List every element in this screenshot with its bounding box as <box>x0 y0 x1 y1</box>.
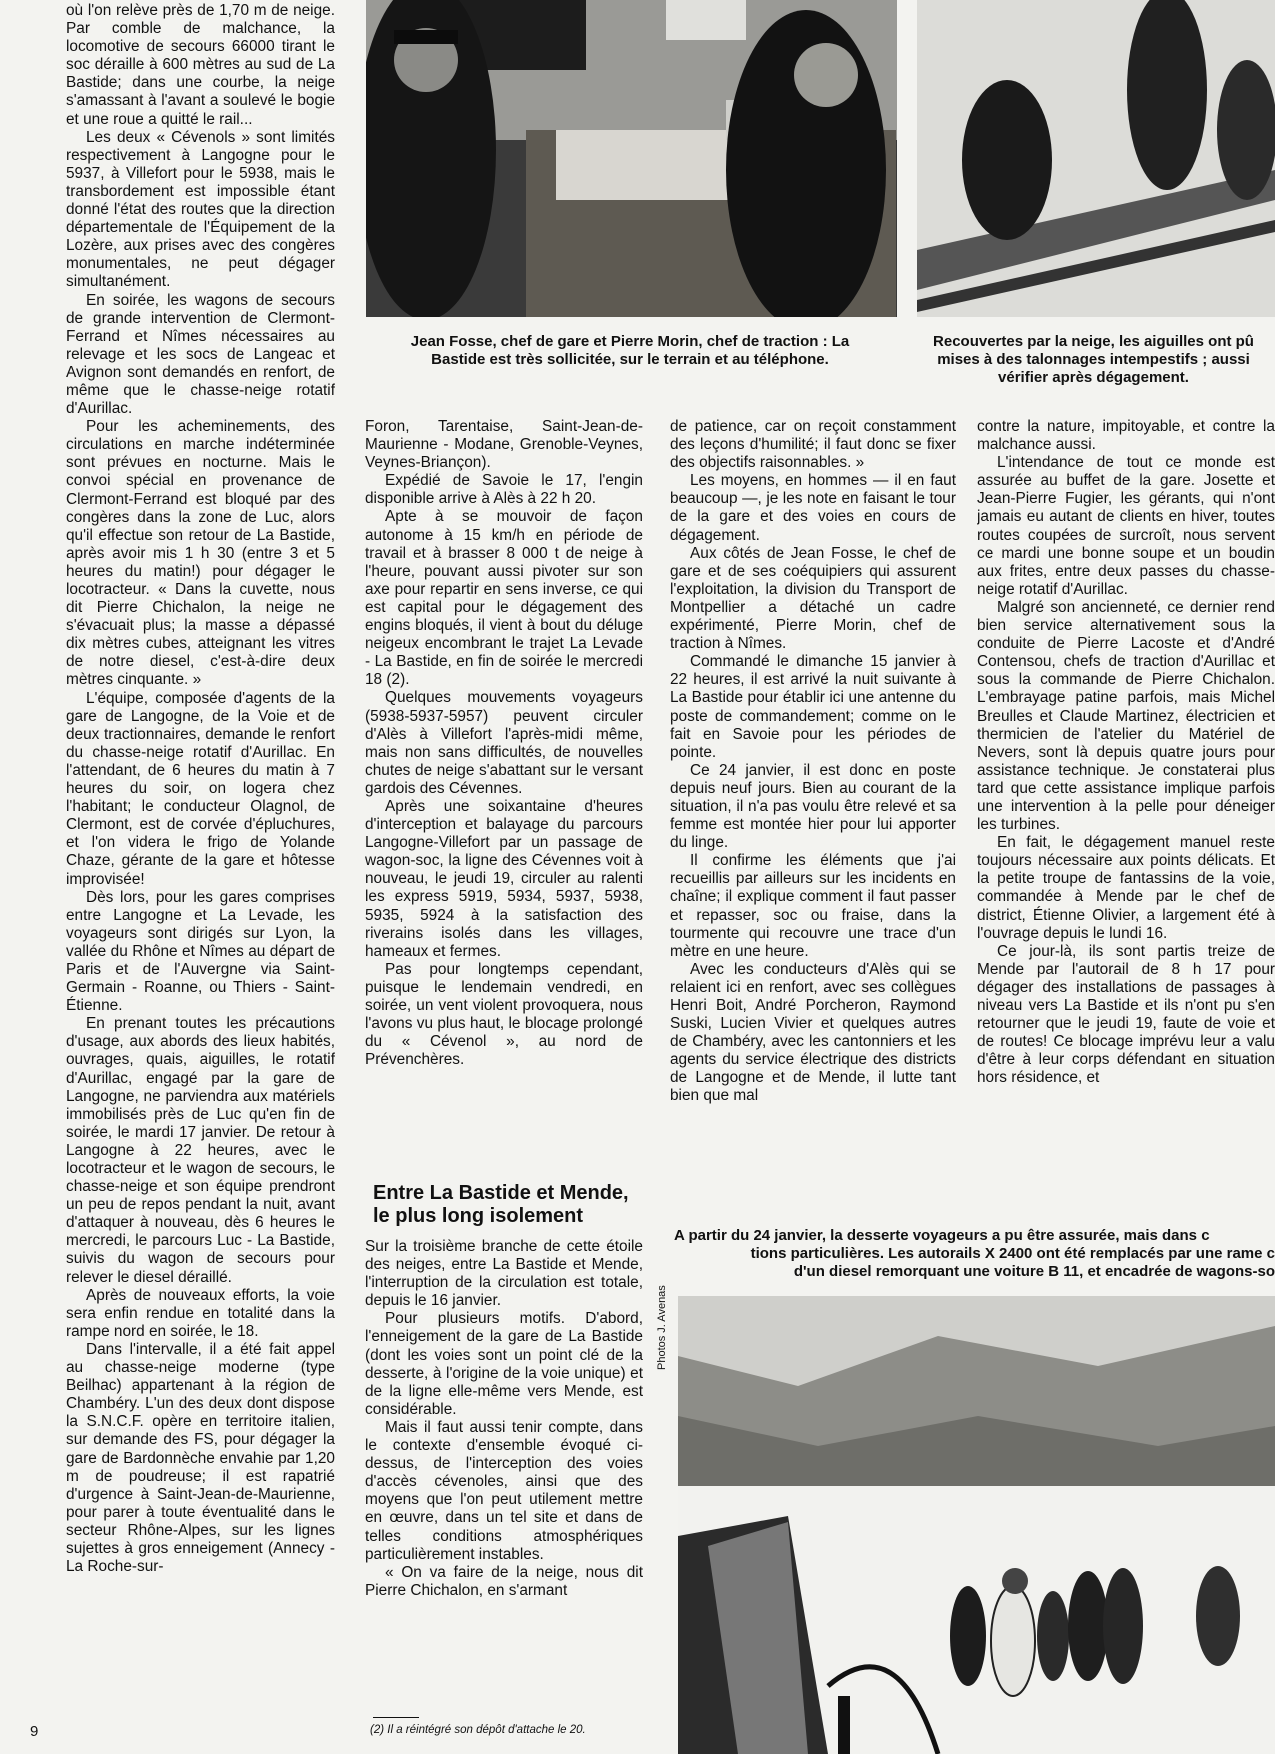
caption-station-office <box>360 333 900 369</box>
section-heading <box>373 1182 658 1228</box>
paragraph: « On va faire de la neige, nous dit Pierre Chichalon, en s'armant <box>365 1563 643 1599</box>
article-column-4 <box>977 418 1275 1186</box>
footnote: (2) Il a réintégré son dépôt d'attache le 20. <box>370 1724 586 1736</box>
paragraph: Foron, Tarentaise, Saint-Jean-de-Maurienne - Modane, Grenoble-Veynes, Veynes-Briançon). <box>365 418 643 472</box>
paragraph: Expédié de Savoie le 17, l'engin disponible arrive à Alès à 22 h 20. <box>365 472 643 508</box>
photo-snowy-switches-image <box>917 0 1275 317</box>
paragraph: Sur la troisième branche de cette étoile des neiges, entre La Bastide et Mende, l'interruption de la circulation est totale, depuis le 16 janvier. <box>365 1238 643 1310</box>
caption-snow-passengers-line: A partir du 24 janvier, la desserte voyageurs a pu être assurée, mais dans c <box>674 1227 1210 1244</box>
paragraph: de patience, car on reçoit constamment des leçons d'humilité; il faut donc se fixer des objectifs raisonnables. » <box>670 418 956 472</box>
article-column-1 <box>66 2 335 1740</box>
caption-snow-passengers <box>674 1227 1275 1281</box>
paragraph: Avec les conducteurs d'Alès qui se relaient ici en renfort, avec ses collègues Henri Boit, André Porcheron, Raymond Suski, Lucien Vivier et quelques autres de Chambéry, avec les cantonniers et les agents du service électrique des districts de Langogne et de Mende, il lutte tant bien que mal <box>670 960 956 1105</box>
paragraph: contre la nature, impitoyable, et contre la malchance aussi. <box>977 418 1275 454</box>
paragraph: Mais il faut aussi tenir compte, dans le contexte d'ensemble évoqué ci-dessus, de l'interception des voies d'accès cévenoles, ainsi que des moyens que l'on peut utilement mettre en œuvre, dans un tel site et dans de telles conditions atmosphériques particulièrement instables. <box>365 1418 643 1563</box>
photo-station-office-image <box>366 0 897 317</box>
caption-snowy-switches-line: mises à des talonnages intempestifs ; aussi <box>937 351 1250 368</box>
article-column-2-continued <box>365 1238 643 1678</box>
photo-snowy-switches <box>917 0 1275 317</box>
paragraph: Pour les acheminements, des circulations en marche indéterminée sont prévues en nocturne. Mais le convoi spécial en provenance de Clermont-Ferrand est bloqué par des congères dans la zone de Luc, alors qu'il effectue son retour de La Bastide, après avoir mis 1 h 30 (entre 3 et 5 heures du matin!) pour dégager le locotracteur. « Dans la cuvette, nous dit Pierre Chichalon, la neige ne s'évacuait plus; la masse a dépassé dix mètres cubes, atteignant les vitres de notre diesel, c'est-à-dire deux mètres cinquante. » <box>66 418 335 689</box>
paragraph: En soirée, les wagons de secours de grande intervention de Clermont-Ferrand et Nîmes nécessaires au relevage et les socs de Langeac et Avignon sont demandés en renfort, de même que le chasse-neige rotatif d'Aurillac. <box>66 291 335 418</box>
photo-credit: Photos J. Avenas <box>656 1285 668 1370</box>
caption-station-office-line: Bastide est très sollicitée, sur le terrain et au téléphone. <box>431 351 829 368</box>
section-heading-line: Entre La Bastide et Mende, <box>373 1182 629 1204</box>
paragraph: En fait, le dégagement manuel reste toujours nécessaire aux points délicats. Et la petite troupe de fantassins de la voie, commandée à Mende par le chef de district, Étienne Olivier, a largement été à l'ouvrage depuis le lundi 16. <box>977 834 1275 942</box>
paragraph: Après une soixantaine d'heures d'interception et balayage du parcours Langogne-Villefort par un passage de wagon-soc, la ligne des Cévennes voit à nouveau, le jeudi 19, circuler au ralenti les express 5919, 5934, 5937, 5938, 5935, 5924 à la satisfaction des riverains isolés dans les villages, hameaux et fermes. <box>365 797 643 960</box>
caption-snow-passengers-line: d'un diesel remorquant une voiture B 11, et encadrée de wagons-so <box>793 1263 1275 1280</box>
paragraph: Les deux « Cévenols » sont limités respectivement à Langogne pour le 5937, à Villefort pour le 5938, mais le transbordement est impossible étant donné l'état des routes que la direction départementale de l'Équipement de la Lozère, aux prises avec des congères monumentales, ne peut dégager simultanément. <box>66 128 335 291</box>
footnote-rule <box>373 1717 419 1718</box>
paragraph: Dès lors, pour les gares comprises entre Langogne et La Levade, les voyageurs sont dirigés sur Lyon, la vallée du Rhône et Nîmes au départ de Paris et de l'Auvergne via Saint-Germain - Roanne, ou Thiers - Saint-Étienne. <box>66 888 335 1015</box>
article-column-2 <box>365 418 643 1098</box>
paragraph: Pas pour longtemps cependant, puisque le lendemain vendredi, en soirée, un vent violent provoquera, nous l'avons vu plus haut, le blocage prolongé du « Cévenol », au nord de Prévenchères. <box>365 960 643 1069</box>
paragraph: où l'on relève près de 1,70 m de neige. Par comble de malchance, la locomotive de secours 66000 tirant le soc déraille à 600 mètres au sud de La Bastide; dans une courbe, la neige s'amassant à l'avant a soulevé le bogie et une roue a quitté le rail... <box>66 2 335 128</box>
caption-snowy-switches <box>912 333 1275 387</box>
photo-snow-passengers <box>678 1296 1275 1754</box>
paragraph: En prenant toutes les précautions d'usage, aux abords des lieux habités, ouvrages, quais, aiguilles, le rotatif d'Aurillac, engagé par la gare de Langogne, ne parviendra aux matériels immobilisés près de Luc qu'en fin de soirée, le mardi 17 janvier. De retour à Langogne à 22 heures, avec le locotracteur et le wagon de secours, le chasse-neige et son équipe prendront un peu de repos pendant la nuit, avant d'attaquer à nouveau, dès 6 heures le mercredi, le parcours Luc - La Bastide, suivis du wagon de secours pour relever le diesel déraillé. <box>66 1015 335 1286</box>
paragraph: Dans l'intervalle, il a été fait appel au chasse-neige moderne (type Beilhac) appartenant à la région de Chambéry. L'un des deux dont dispose la S.N.C.F. opère en territoire italien, sur demande des FS, pour dégager la gare de Bardonnèche envahie par 1,20 m de poudreuse; il est rapatrié d'urgence à Saint-Jean-de-Maurienne, pour parer à toute éventualité dans le secteur Rhône-Alpes, sur les lignes sujettes à gros enneigement (Annecy - La Roche-sur- <box>66 1340 335 1576</box>
paragraph: Il confirme les éléments que j'ai recueillis par ailleurs sur les incidents en chaîne; il explique comment il faut passer et repasser, soc ou fraise, dans la tourmente qui recouvre une trace d'un mètre en une heure. <box>670 852 956 960</box>
caption-station-office-line: Jean Fosse, chef de gare et Pierre Morin, chef de traction : La <box>410 333 850 350</box>
caption-snowy-switches-line: Recouvertes par la neige, les aiguilles ont pû <box>933 333 1254 350</box>
paragraph: L'intendance de tout ce monde est assurée au buffet de la gare. Josette et Jean-Pierre Fugier, les gérants, qui n'ont jamais eu autant de clients en hiver, toutes routes coupées de surcroît, nous servent ce mardi une bonne soupe et un boudin aux frites, entre deux passes du chasse-neige rotatif d'Aurillac. <box>977 454 1275 598</box>
paragraph: Malgré son ancienneté, ce dernier rend bien service alternativement sous la conduite de Pierre Lacoste et d'André Contensou, chefs de traction d'Aurillac et sous la commande de Pierre Chichalon. L'embrayage patine parfois, mais Michel Breulles et Claude Martinez, électricien et thermicien de l'atelier du Matériel de Nevers, sont là depuis quatre jours pour assistance technique. Je constaterai plus tard que cette assistance implique parfois une intervention à la pelle pour déneiger les turbines. <box>977 598 1275 834</box>
paragraph: Pour plusieurs motifs. D'abord, l'enneigement de la gare de La Bastide (dont les voies sont un point clé de la desserte, à l'origine de la voie unique) et de la ligne elle-même vers Mende, est considérable. <box>365 1310 643 1418</box>
page-number: 9 <box>30 1723 39 1740</box>
caption-snowy-switches-line: vérifier après dégagement. <box>998 369 1189 386</box>
photo-snow-passengers-image <box>678 1296 1275 1754</box>
article-column-3 <box>670 418 956 1186</box>
paragraph: Apte à se mouvoir de façon autonome à 15 km/h en période de travail et à brasser 8 000 t de neige à l'heure, pouvant aussi pivoter sur son axe pour repartir en sens inverse, ce qui est capital pour le dégagement des engins bloqués, il vient à bout du déluge neigeux encombrant le trajet La Levade - La Bastide, en fin de soirée le mercredi 18 (2). <box>365 508 643 689</box>
paragraph: Quelques mouvements voyageurs (5938-5937-5957) peuvent circuler d'Alès à Villefort l'après-midi même, mais non sans difficultés, de nouvelles chutes de neige s'abattant sur le versant gardois des Cévennes. <box>365 689 643 797</box>
paragraph: Aux côtés de Jean Fosse, le chef de gare et de ses coéquipiers qui assurent l'exploitation, la division du Transport de Montpellier a détaché un cadre expérimenté, Pierre Morin, chef de traction à Nîmes. <box>670 544 956 653</box>
paragraph: Ce jour-là, ils sont partis treize de Mende par l'autorail de 8 h 17 pour dégager des installations de passages à niveau vers La Bastide et ils n'ont pu s'en retourner que le jeudi 19, faute de voie et de routes! Ce blocage imprévu leur a valu d'être à leur corps défendant en situation hors résidence, et <box>977 942 1275 1087</box>
photo-station-office <box>366 0 897 317</box>
paragraph: Ce 24 janvier, il est donc en poste depuis neuf jours. Bien au courant de la situation, il n'a pas voulu être relevé et sa femme est montée hier pour lui apporter du linge. <box>670 761 956 852</box>
paragraph: Commandé le dimanche 15 janvier à 22 heures, il est arrivé la nuit suivante à La Bastide pour établir ici une antenne du poste de commandement; comme on le fait en Savoie pour les périodes de pointe. <box>670 653 956 761</box>
paragraph: Les moyens, en hommes — il en faut beaucoup —, je les note en faisant le tour de la gare et des voies en cours de dégagement. <box>670 472 956 544</box>
paragraph: Après de nouveaux efforts, la voie sera enfin rendue en totalité dans la rampe nord en soirée, le 18. <box>66 1286 335 1340</box>
caption-snow-passengers-line: tions particulières. Les autorails X 2400 ont été remplacés par une rame c <box>750 1245 1275 1262</box>
section-heading-line: le plus long isolement <box>373 1205 584 1227</box>
paragraph: L'équipe, composée d'agents de la gare de Langogne, de la Voie et de deux tractionnaires, demande le renfort du chasse-neige rotatif d'Aurillac. En l'attendant, de 6 heures du matin à 7 heures du soir, on logera chez l'habitant; le conducteur Olagnol, de Clermont, est de corvée d'épluchures, et l'on videra le frigo de Yolande Chaze, gérante de la gare et hôtesse improvisée! <box>66 689 335 888</box>
